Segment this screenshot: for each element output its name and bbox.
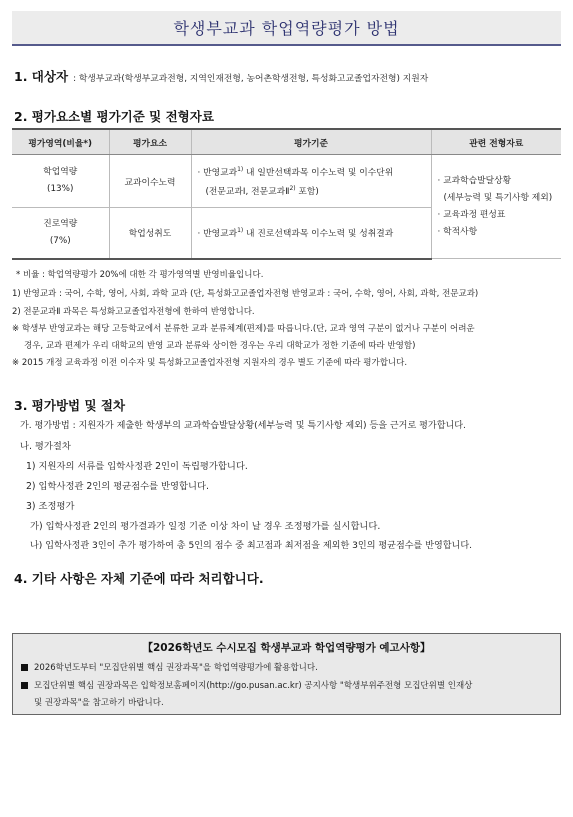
section-2-heading: 2. 평가요소별 평가기준 및 전형자료 [14,109,214,124]
procedure-substep-a: 가) 입학사정관 2인의 평가결과가 일정 기준 이상 차이 날 경우 조정평가를 실시합니다. [30,521,381,532]
header-element: 평가요소 [109,129,191,155]
criteria-text: 포함) [295,186,319,197]
notice-item [21,679,472,691]
document-item: · 학적사항 [437,226,478,237]
footnote-mark: 1) [237,166,244,174]
footnote-mark: 2) [289,185,296,192]
note-2: 2) 전문교과Ⅱ 과목은 특성화고교졸업자전형에 한하여 반영합니다. [12,307,255,317]
row-area-cell [12,155,109,208]
procedure-substep-b: 나) 입학사정관 3인이 추가 평가하여 총 5인의 점수 중 최고점과 최저점을 제외한 3인의 평균점수를 반영합니다. [30,541,473,551]
document-item: · 교육과정 편성표 [437,209,506,220]
procedure-step-2: 2) 입학사정관 2인의 평균점수를 반영합니다. [26,481,209,492]
procedure-heading: 나. 평가절차 [20,441,71,452]
criteria-cell [191,155,431,208]
document-item: · 교과학습발달상황 [437,175,512,186]
section-1-heading: 1. 대상자 [14,69,69,84]
title-banner [12,11,561,46]
header-criteria: 평가기준 [191,129,431,155]
notice-item-text: 2026학년도부터 "모집단위별 핵심 권장과목"을 학업역량평가에 활용합니다. [34,663,318,673]
criteria-text: · 반영교과 [197,229,238,240]
footnote-mark: 1) [237,227,244,235]
notice-title: 【2026학년도 수시모집 학생부교과 학업역량평가 예고사항】 [142,642,431,654]
header-area: 평가영역(비율*) [12,129,109,155]
note-1: 1) 반영교과 : 국어, 수학, 영어, 사회, 과학 교과 (단, 특성화고교졸업자전형 반영교과 : 국어, 수학, 영어, 사회, 과학, 전문교과) [12,289,479,299]
note-4: ※ 2015 개정 교육과정 이전 이수자 및 특성화고교졸업자전형 지원자의 경우 별도 기준에 따라 평가합니다. [12,358,408,368]
header-documents: 관련 전형자료 [431,129,561,155]
criteria-cell [191,208,431,259]
note-3: ※ 학생부 반영교과는 해당 고등학교에서 분류한 교과 분류체계(편제)를 따릅니다.(단, 교과 영역 구분이 없거나 구분이 어려운 [12,324,475,334]
notice-item-cont: 및 권장과목"을 참고하기 바랍니다. [34,698,164,708]
area-ratio: (7%) [49,235,71,246]
section-3-heading: 3. 평가방법 및 절차 [14,398,126,413]
procedure-step-3: 3) 조정평가 [26,501,75,512]
criteria-text: 내 진로선택과목 이수노력 및 성취결과 [243,229,394,240]
area-ratio: (13%) [47,184,74,194]
section-1-text: : 학생부교과(학생부교과전형, 지역인재전형, 농어촌학생전형, 특성화고교졸업자전형) 지원자 [73,74,429,84]
note-3-cont: 경우, 교과 편제가 우리 대학교의 반영 교과 분류와 상이한 경우는 우리 대학교가 정한 기준에 따라 반영함) [24,341,416,351]
notice-box [12,633,561,715]
table-row [12,155,561,208]
row-area-cell [12,208,109,259]
notice-item-text: 모집단위별 핵심 권장과목은 입학정보홈페이지(http://go.pusan.ac.kr) 공지사항 "학생부위주전형 모집단위별 인재상 [34,681,473,691]
criteria-text: 내 일반선택과목 이수노력 및 이수단위 [243,168,394,178]
documents-cell [431,155,561,259]
page-title: 학생부교과 학업역량평가 방법 [173,19,400,38]
section-1 [14,66,428,85]
section-4-heading: 4. 기타 사항은 자체 기준에 따라 처리합니다. [14,571,264,586]
criteria-table [12,128,561,260]
area-name: 학업역량 [43,167,78,177]
element-cell: 교과이수노력 [109,155,191,208]
procedure-step-1: 1) 지원자의 서류를 입학사정관 2인이 독립평가합니다. [26,461,248,472]
element-cell: 학업성취도 [109,208,191,259]
criteria-text: (전문교과Ⅰ, 전문교과Ⅱ [205,186,290,197]
criteria-text: · 반영교과 [197,168,238,178]
area-name: 진로역량 [43,218,78,229]
document-item: (세부능력 및 특기사항 제외) [443,192,553,203]
square-bullet-icon [21,682,28,689]
table-header-row [12,129,561,155]
square-bullet-icon [21,664,28,671]
notice-item [21,661,318,673]
note-ratio: * 비율 : 학업역량평가 20%에 대한 각 평가영역별 반영비율입니다. [16,270,264,280]
method-line: 가. 평가방법 : 지원자가 제출한 학생부의 교과학습발달상황(세부능력 및 특기사항 제외) 등을 근거로 평가합니다. [20,421,466,431]
